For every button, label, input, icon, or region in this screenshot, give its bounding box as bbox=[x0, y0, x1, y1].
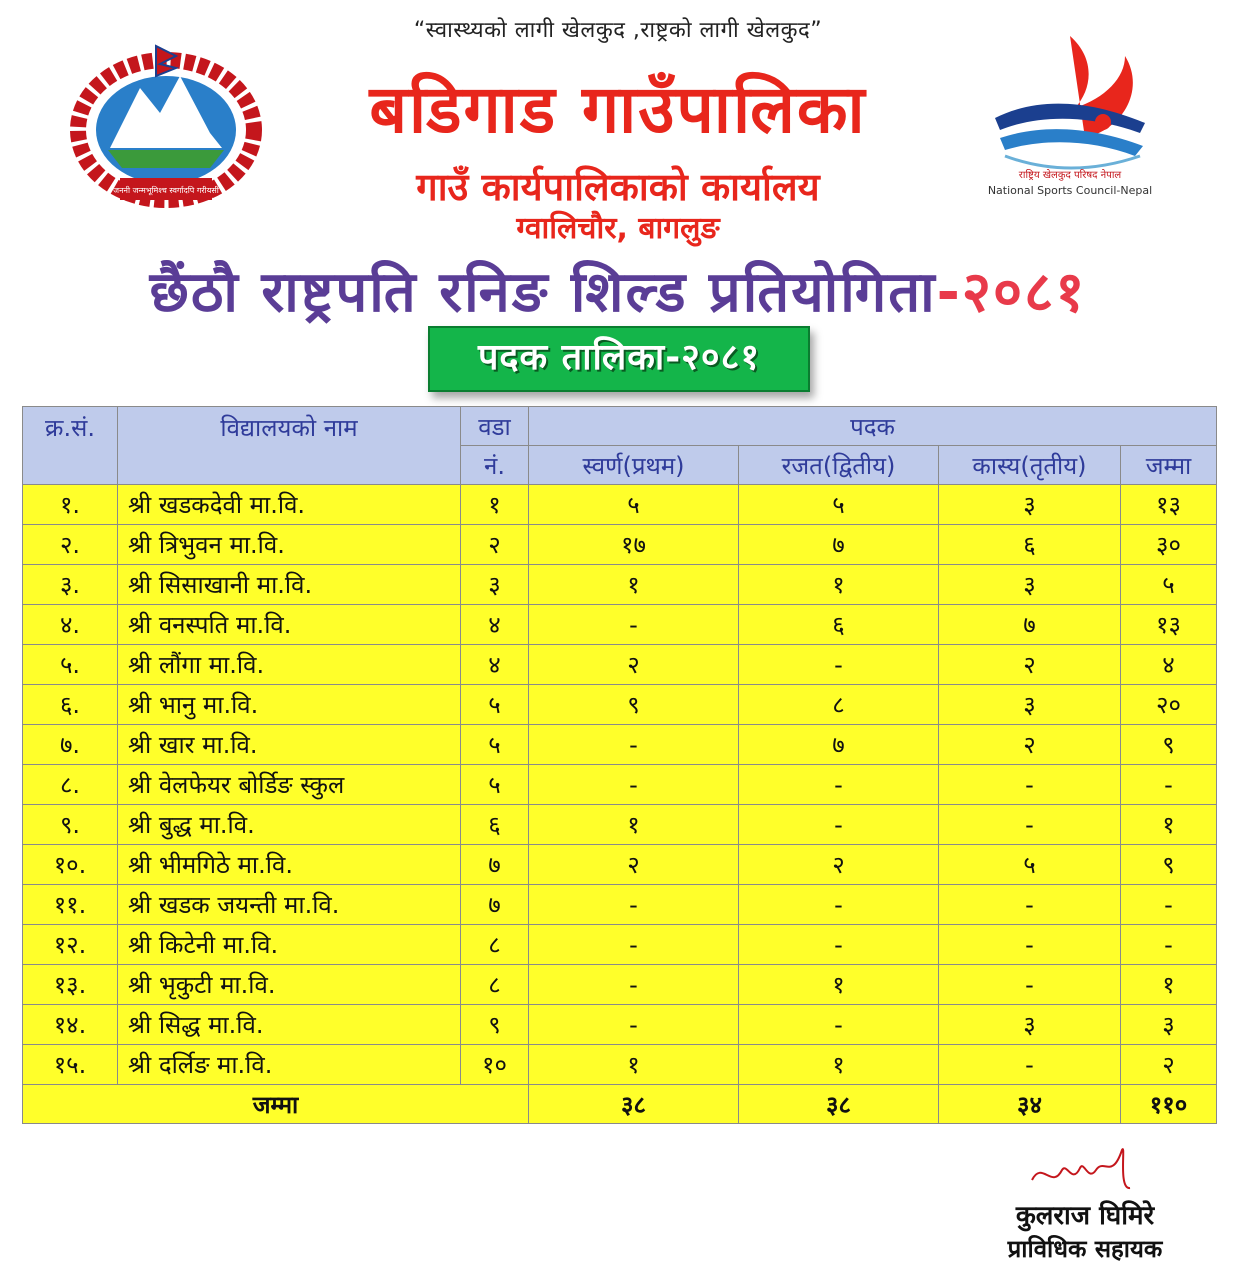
row-serial: ९. bbox=[23, 805, 118, 845]
row-school: श्री बुद्ध मा.वि. bbox=[118, 805, 461, 845]
row-school: श्री त्रिभुवन मा.वि. bbox=[118, 525, 461, 565]
row-silver: १ bbox=[739, 965, 939, 1005]
row-bronze: ३ bbox=[939, 485, 1121, 525]
svg-text:National Sports Council-Nepal: National Sports Council-Nepal bbox=[987, 184, 1153, 197]
row-serial: १२. bbox=[23, 925, 118, 965]
header-silver: रजत(द्वितीय) bbox=[739, 446, 939, 485]
row-school: श्री दर्लिङ मा.वि. bbox=[118, 1045, 461, 1085]
header-total: जम्मा bbox=[1121, 446, 1217, 485]
row-serial: ५. bbox=[23, 645, 118, 685]
row-bronze: ७ bbox=[939, 605, 1121, 645]
row-total: ४ bbox=[1121, 645, 1217, 685]
row-total: ५ bbox=[1121, 565, 1217, 605]
header-ward-bottom: नं. bbox=[461, 446, 529, 485]
totals-total: ११० bbox=[1121, 1085, 1217, 1124]
row-serial: ८. bbox=[23, 765, 118, 805]
row-ward: ८ bbox=[461, 925, 529, 965]
row-serial: ११. bbox=[23, 885, 118, 925]
motto: “स्वास्थ्यको लागी खेलकुद ,राष्ट्रको लागी खेलकुद” bbox=[413, 18, 823, 43]
row-total: १३ bbox=[1121, 605, 1217, 645]
signer-name: कुलराज घिमिरे bbox=[1015, 1201, 1155, 1231]
svg-text:राष्ट्रिय खेलकुद परिषद नेपाल: राष्ट्रिय खेलकुद परिषद नेपाल bbox=[1018, 170, 1122, 181]
row-total: २ bbox=[1121, 1045, 1217, 1085]
row-bronze: - bbox=[939, 765, 1121, 805]
header-gold: स्वर्ण(प्रथम) bbox=[529, 446, 739, 485]
row-gold: १७ bbox=[529, 525, 739, 565]
row-total: ३ bbox=[1121, 1005, 1217, 1045]
office-name: गाउँ कार्यपालिकाको कार्यालय bbox=[416, 165, 820, 209]
signature-icon bbox=[1022, 1140, 1140, 1200]
event-title bbox=[0, 252, 1236, 328]
row-gold: ५ bbox=[529, 485, 739, 525]
row-silver: ७ bbox=[739, 725, 939, 765]
row-ward: ५ bbox=[461, 725, 529, 765]
row-bronze: - bbox=[939, 805, 1121, 845]
row-total: - bbox=[1121, 925, 1217, 965]
row-school: श्री भृकुटी मा.वि. bbox=[118, 965, 461, 1005]
row-gold: - bbox=[529, 765, 739, 805]
row-gold: १ bbox=[529, 565, 739, 605]
row-gold: २ bbox=[529, 645, 739, 685]
table-row bbox=[23, 965, 1217, 1005]
row-silver: - bbox=[739, 805, 939, 845]
row-school: श्री किटेनी मा.वि. bbox=[118, 925, 461, 965]
table-row bbox=[23, 885, 1217, 925]
row-silver: - bbox=[739, 1005, 939, 1045]
row-ward: ४ bbox=[461, 645, 529, 685]
table-row bbox=[23, 1005, 1217, 1045]
row-school: श्री भानु मा.वि. bbox=[118, 685, 461, 725]
row-silver: २ bbox=[739, 845, 939, 885]
row-ward: १० bbox=[461, 1045, 529, 1085]
row-gold: - bbox=[529, 1005, 739, 1045]
row-ward: ४ bbox=[461, 605, 529, 645]
totals-silver: ३८ bbox=[739, 1085, 939, 1124]
table-row bbox=[23, 485, 1217, 525]
header-school: विद्यालयको नाम bbox=[118, 407, 461, 485]
row-silver: - bbox=[739, 885, 939, 925]
row-gold: - bbox=[529, 725, 739, 765]
row-total: १३ bbox=[1121, 485, 1217, 525]
row-bronze: - bbox=[939, 885, 1121, 925]
row-bronze: ६ bbox=[939, 525, 1121, 565]
row-serial: १०. bbox=[23, 845, 118, 885]
row-ward: १ bbox=[461, 485, 529, 525]
row-gold: - bbox=[529, 965, 739, 1005]
row-serial: ६. bbox=[23, 685, 118, 725]
row-serial: १४. bbox=[23, 1005, 118, 1045]
row-school: श्री खडक जयन्ती मा.वि. bbox=[118, 885, 461, 925]
table-row bbox=[23, 525, 1217, 565]
header-serial: क्र.सं. bbox=[23, 407, 118, 485]
row-gold: - bbox=[529, 925, 739, 965]
row-ward: ५ bbox=[461, 685, 529, 725]
row-ward: ३ bbox=[461, 565, 529, 605]
row-ward: ९ bbox=[461, 1005, 529, 1045]
row-serial: १३. bbox=[23, 965, 118, 1005]
row-school: श्री वेलफेयर बोर्डिङ स्कुल bbox=[118, 765, 461, 805]
row-silver: १ bbox=[739, 1045, 939, 1085]
row-serial: १५. bbox=[23, 1045, 118, 1085]
table-row bbox=[23, 765, 1217, 805]
row-bronze: ३ bbox=[939, 685, 1121, 725]
row-total: २० bbox=[1121, 685, 1217, 725]
header-bronze: कास्य(तृतीय) bbox=[939, 446, 1121, 485]
row-gold: - bbox=[529, 605, 739, 645]
row-silver: - bbox=[739, 925, 939, 965]
row-total: ३० bbox=[1121, 525, 1217, 565]
header-ward-top: वडा bbox=[461, 407, 529, 446]
medal-table bbox=[22, 406, 1217, 1124]
table-row bbox=[23, 725, 1217, 765]
table-row bbox=[23, 565, 1217, 605]
totals-gold: ३८ bbox=[529, 1085, 739, 1124]
table-body bbox=[23, 485, 1217, 1124]
row-ward: ७ bbox=[461, 845, 529, 885]
row-serial: ७. bbox=[23, 725, 118, 765]
row-bronze: २ bbox=[939, 645, 1121, 685]
row-ward: ७ bbox=[461, 885, 529, 925]
row-gold: १ bbox=[529, 1045, 739, 1085]
table-row bbox=[23, 605, 1217, 645]
row-total: - bbox=[1121, 765, 1217, 805]
row-bronze: २ bbox=[939, 725, 1121, 765]
table-row bbox=[23, 685, 1217, 725]
row-school: श्री भीमगिठे मा.वि. bbox=[118, 845, 461, 885]
row-total: - bbox=[1121, 885, 1217, 925]
row-gold: १ bbox=[529, 805, 739, 845]
row-serial: ४. bbox=[23, 605, 118, 645]
row-bronze: ३ bbox=[939, 1005, 1121, 1045]
table-row bbox=[23, 1045, 1217, 1085]
row-school: श्री वनस्पति मा.वि. bbox=[118, 605, 461, 645]
row-total: १ bbox=[1121, 965, 1217, 1005]
row-silver: - bbox=[739, 765, 939, 805]
row-ward: ५ bbox=[461, 765, 529, 805]
row-silver: ६ bbox=[739, 605, 939, 645]
row-silver: - bbox=[739, 645, 939, 685]
row-school: श्री खडकदेवी मा.वि. bbox=[118, 485, 461, 525]
medal-tally-banner: पदक तालिका-२०८१ bbox=[428, 326, 810, 392]
row-gold: २ bbox=[529, 845, 739, 885]
totals-label: जम्मा bbox=[23, 1085, 529, 1124]
municipality-name: बडिगाड गाउँपालिका bbox=[369, 71, 867, 148]
row-ward: २ bbox=[461, 525, 529, 565]
row-school: श्री लौंगा मा.वि. bbox=[118, 645, 461, 685]
row-bronze: - bbox=[939, 925, 1121, 965]
row-serial: १. bbox=[23, 485, 118, 525]
row-bronze: - bbox=[939, 965, 1121, 1005]
row-total: १ bbox=[1121, 805, 1217, 845]
row-gold: - bbox=[529, 885, 739, 925]
row-bronze: - bbox=[939, 1045, 1121, 1085]
office-address: ग्वालिचौर, बागलुङ bbox=[516, 211, 720, 246]
row-school: श्री सिद्ध मा.वि. bbox=[118, 1005, 461, 1045]
row-bronze: ५ bbox=[939, 845, 1121, 885]
row-silver: ५ bbox=[739, 485, 939, 525]
event-title-main: छैंठौ राष्ट्रपति रनिङ शिल्ड प्रतियोगिता bbox=[149, 260, 937, 325]
row-silver: ८ bbox=[739, 685, 939, 725]
row-gold: ९ bbox=[529, 685, 739, 725]
row-serial: ३. bbox=[23, 565, 118, 605]
row-school: श्री सिसाखानी मा.वि. bbox=[118, 565, 461, 605]
row-silver: ७ bbox=[739, 525, 939, 565]
header-medal: पदक bbox=[529, 407, 1217, 446]
row-serial: २. bbox=[23, 525, 118, 565]
table-row bbox=[23, 845, 1217, 885]
totals-row bbox=[23, 1085, 1217, 1124]
table-row bbox=[23, 925, 1217, 965]
svg-text:जननी जन्मभूमिश्च स्वर्गादपि गर: जननी जन्मभूमिश्च स्वर्गादपि गरीयसी bbox=[113, 186, 219, 195]
row-total: ९ bbox=[1121, 845, 1217, 885]
event-title-year: -२०८१ bbox=[936, 260, 1087, 325]
row-school: श्री खार मा.वि. bbox=[118, 725, 461, 765]
signer-title: प्राविधिक सहायक bbox=[1007, 1235, 1163, 1263]
table-row bbox=[23, 805, 1217, 845]
row-silver: १ bbox=[739, 565, 939, 605]
row-ward: ८ bbox=[461, 965, 529, 1005]
table-row bbox=[23, 645, 1217, 685]
row-bronze: ३ bbox=[939, 565, 1121, 605]
row-ward: ६ bbox=[461, 805, 529, 845]
totals-bronze: ३४ bbox=[939, 1085, 1121, 1124]
row-total: ९ bbox=[1121, 725, 1217, 765]
